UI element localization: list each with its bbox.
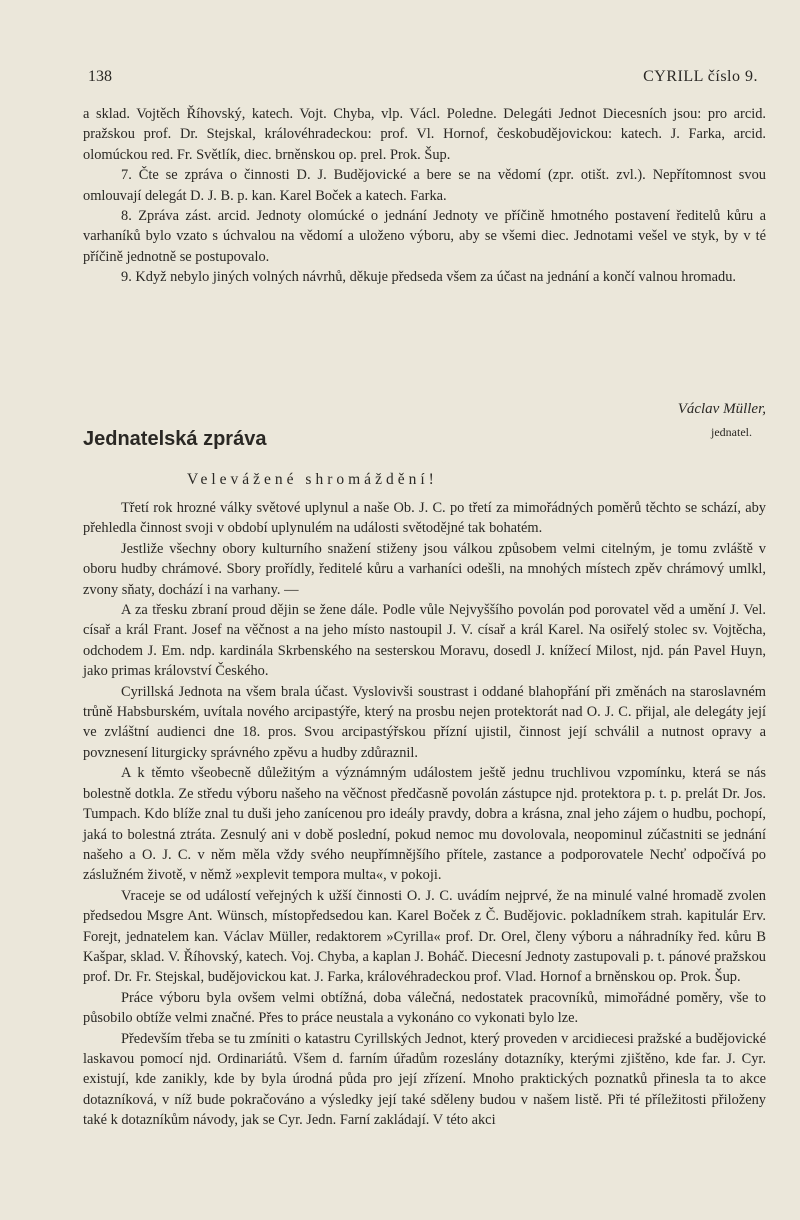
report-text (83, 498, 766, 1131)
signature-name: Václav Müller, (677, 401, 766, 417)
greeting: Velevážené shromáždění! (187, 471, 438, 488)
report-paragraph: Především třeba se tu zmíniti o katastru Cyrillských Jednot, který proveden v arcidiecesi pražské a budějovické laskavou pomocí njd. Ordinariátů. Všem d. farním úřadům rozeslány dotazníky, kterými zjištěno, kde far. J. Cyr. existují, kde zanikly, kde by byla úrodná půda pro její zřízení. Mnoho praktických poznatků přinesla ta to akce dotazníková, v níž bude pokračováno a výsledky její také sděleny budou v našem listě. Při té příležitosti přiloženy také k dotazníkům návody, jak se Cyr. Jedn. Farní zakládají. V této akci (83, 1030, 766, 1129)
minutes-item-9: 9. Když nebylo jiných volných návrhů, děkuje předseda všem za účast na jednání a končí valnou hromadu. (121, 269, 737, 286)
page-number: 138 (88, 68, 112, 85)
report-paragraph: Práce výboru byla ovšem velmi obtížná, doba válečná, nedostatek pracovníků, mimořádné poměry, vše to působilo obtíže velmi značné. Přes to práce neustala a vykonáno co vykonati bylo lze. (83, 989, 766, 1027)
report-paragraph: A za třesku zbraní proud dějin se žene dále. Podle vůle Nejvyššího povolán pod porovatel věd a umění J. Vel. císař a král Frant. Josef na věčnost a na jeho místo nastoupil J. V. císař a král Karel. Na osiřelý stolec sv. Vojtěcha, odchodem J. Em. ndp. kardinála Skrbenského na sesterskou Moravu, dosedl J. knížecí Milost, njd. pán Pavel Huyn, jako primas království Českého. (83, 602, 766, 680)
minutes-block (83, 104, 766, 288)
page-body (83, 104, 766, 1129)
minutes-item-7: 7. Čte se zpráva o činnosti D. J. Budějovické a bere se na vědomí (zpr. otišt. zvl.). Nepřítomnost svou omlouvají delegát D. J. B. p. kan. Karel Boček a katech. Farka. (83, 167, 766, 204)
running-title: CYRILL číslo 9. (643, 68, 758, 85)
report-paragraph: Vraceje se od událostí veřejných k užší činnosti O. J. C. uvádím nejprvé, že na minulé valné hromadě zvolen předsedou Msgre Ant. Wünsch, místopředsedou kan. Karel Boček z Č. Budějovic. pokladníkem strah. kapitulár Erv. Forejt, jednatelem kan. Václav Müller, redaktorem »Cyrilla« prof. Dr. Orel, členy výboru a náhradníky řed. kůru B Kašpar, sklad. V. Říhovský, katech. Voj. Chyba, a kaplan J. Boháč. Diecesní Jednoty zastupovali p. t. pánové pražskou prof. Dr. Fr. Stejskal, budějovickou kat. J. Farka, královéhradeckou prof. Vlad. Hornof a brněnskou op. Prok. Šup. (83, 887, 766, 986)
report-paragraph: A k těmto všeobecně důležitým a význámným událostem ještě jednu truchlivou vzpomínku, která se nás bolestně dotkla. Ze středu výboru našeho na věčnost předčasně povolán zástupce njd. protektora p. t. p. prelát Dr. Jos. Tumpach. Kdo blíže znal tu duši jeho zanícenou pro ideály pravdy, dobra a krásna, znal jeho zájem o hudbu, pochopí, jaká to bolestná ztráta. Zesnulý ani v době poslední, pokud nemoc mu dovolovala, neopominul zúčastniti se jednání našeho a O. J. C. v něm měla vždy svého neupřímnějšího přítele, zastance a podporovatele Nechť odpočívá po záslužném životě, v němž »explevit tempora multa«, v pokoji. (83, 765, 766, 884)
report-paragraph: Jestliže všechny obory kulturního snažení stiženy jsou válkou způsobem velmi citelným, je tomu zvláště v oboru hudby chrámové. Sbory prořídly, ředitelé kůru a varhaníci odešli, na mnohých místech zpěv chrámový umlkl, zvony sňaty, dochází i na varhany. — (83, 540, 766, 598)
report-paragraph: Třetí rok hrozné války světové uplynul a naše Ob. J. C. po třetí za mimořádných poměrů těchto se schází, aby přehledla činnost svoji v období uplynulém na události světodějné tak bohatém. (83, 500, 766, 537)
minutes-paragraph: a sklad. Vojtěch Říhovský, katech. Vojt. Chyba, vlp. Václ. Poledne. Delegáti Jednot Diecesních jsou: pro arcid. pražskou prof. Dr. Stejskal, královéhradeckou: prof. Vl. Hornof, českobudějovickou: katech. J. Farka, arcid. olomúckou red. Fr. Světlík, diec. brněnskou op. prel. Prok. Šup. (83, 106, 766, 163)
report-paragraph: Cyrillská Jednota na všem brala účast. Vyslovivši soustrast i oddané blahopřání při změnách na staroslavném trůně Habsburském, uvítala nového arcipastýře, který na prosbu nejen protektorát nad O. J. C. přijal, ale delegáty její ve zvláštní audienci dne 18. pros. Svou arcipastýřskou přízní ujistil, činnost její schválil a nutnost opravy a povznesení liturgicky správného zpěvu a hudby zdůraznil. (83, 683, 766, 761)
section-title: Jednatelská zpráva (83, 428, 267, 450)
minutes-item-8: 8. Zpráva zást. arcid. Jednoty olomúcké o jednání Jednoty ve příčině hmotného postavení ředitelů kůru a varhaníků bylo vzato s úchvalou na vědomí a uloženo výboru, aby se všemi diec. Jednotami vešel ve styk, by v té příčině jednotně se postupovalo. (83, 208, 766, 265)
page-header (88, 68, 758, 92)
signature-role: jednatel. (711, 425, 752, 439)
